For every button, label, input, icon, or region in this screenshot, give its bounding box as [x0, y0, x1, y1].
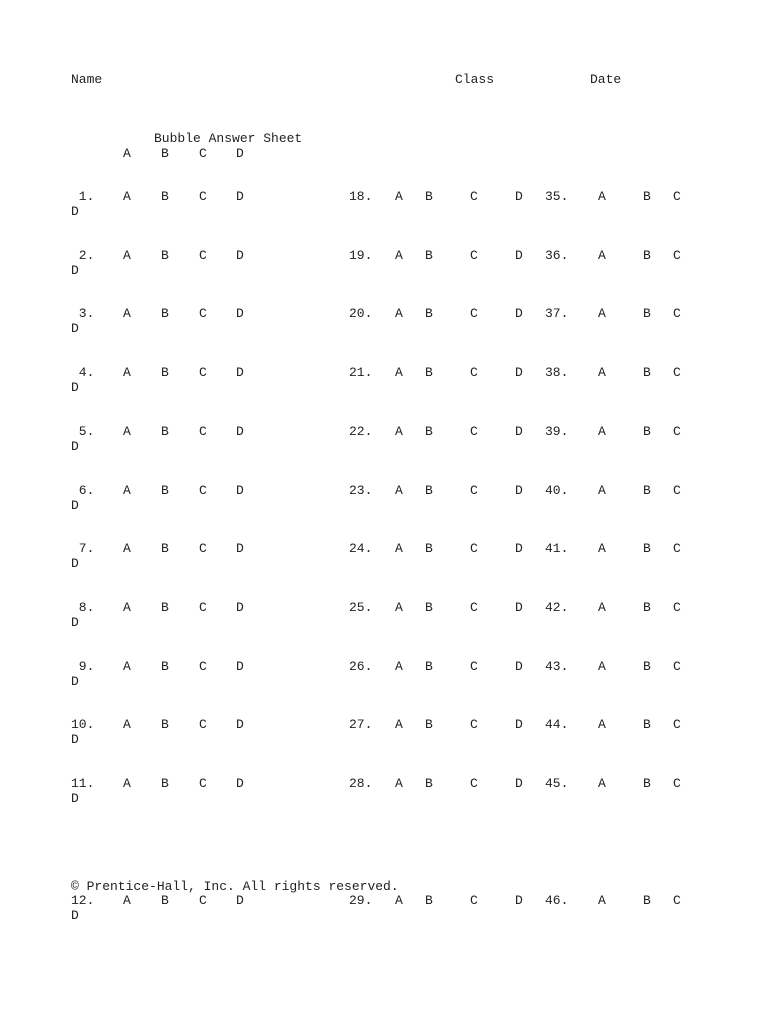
- answer-bubble-c[interactable]: C: [199, 483, 207, 498]
- answer-bubble-a[interactable]: A: [598, 365, 606, 380]
- answer-bubble-a[interactable]: A: [598, 541, 606, 556]
- answer-bubble-d[interactable]: D: [71, 263, 79, 278]
- answer-bubble-c[interactable]: C: [470, 893, 478, 908]
- answer-bubble-c[interactable]: C: [673, 717, 681, 732]
- question-number: 35.: [545, 189, 569, 204]
- answer-bubble-d[interactable]: D: [71, 791, 79, 806]
- question-number: 21.: [349, 365, 373, 380]
- copyright-notice: © Prentice-Hall, Inc. All rights reserved.: [71, 879, 399, 894]
- answer-bubble-b[interactable]: B: [161, 365, 169, 380]
- question-number: 6.: [71, 483, 95, 498]
- answer-bubble-c[interactable]: C: [673, 893, 681, 908]
- answer-bubble-d[interactable]: D: [515, 717, 523, 732]
- answer-bubble-c[interactable]: C: [470, 717, 478, 732]
- column-letter-b: B: [161, 146, 169, 161]
- column-letter-d: D: [236, 146, 244, 161]
- answer-bubble-b[interactable]: B: [643, 483, 651, 498]
- answer-bubble-d[interactable]: D: [236, 189, 244, 204]
- answer-bubble-b[interactable]: B: [425, 600, 433, 615]
- answer-bubble-d[interactable]: D: [71, 732, 79, 747]
- answer-bubble-c[interactable]: C: [673, 776, 681, 791]
- question-number: 42.: [545, 600, 569, 615]
- answer-bubble-c[interactable]: C: [470, 306, 478, 321]
- question-number: 36.: [545, 248, 569, 263]
- answer-bubble-b[interactable]: B: [161, 189, 169, 204]
- answer-bubble-c[interactable]: C: [673, 248, 681, 263]
- answer-bubble-d[interactable]: D: [236, 600, 244, 615]
- answer-bubble-c[interactable]: C: [673, 541, 681, 556]
- answer-bubble-a[interactable]: A: [598, 893, 606, 908]
- answer-bubble-d[interactable]: D: [515, 893, 523, 908]
- class-label: Class: [455, 72, 495, 87]
- question-number: 40.: [545, 483, 569, 498]
- answer-bubble-a[interactable]: A: [395, 424, 403, 439]
- question-number: 8.: [71, 600, 95, 615]
- answer-bubble-c[interactable]: C: [199, 189, 207, 204]
- answer-bubble-b[interactable]: B: [161, 306, 169, 321]
- answer-bubble-c[interactable]: C: [470, 424, 478, 439]
- question-number: 43.: [545, 659, 569, 674]
- answer-bubble-d[interactable]: D: [515, 248, 523, 263]
- answer-bubble-b[interactable]: B: [643, 248, 651, 263]
- answer-bubble-c[interactable]: C: [673, 424, 681, 439]
- answer-bubble-c[interactable]: C: [199, 600, 207, 615]
- question-number: 24.: [349, 541, 373, 556]
- answer-bubble-b[interactable]: B: [425, 483, 433, 498]
- answer-bubble-a[interactable]: A: [123, 483, 131, 498]
- answer-bubble-d[interactable]: D: [236, 893, 244, 908]
- answer-bubble-c[interactable]: C: [199, 306, 207, 321]
- answer-bubble-b[interactable]: B: [643, 541, 651, 556]
- question-number: 25.: [349, 600, 373, 615]
- answer-bubble-a[interactable]: A: [123, 365, 131, 380]
- answer-bubble-c[interactable]: C: [673, 483, 681, 498]
- answer-bubble-a[interactable]: A: [123, 306, 131, 321]
- answer-bubble-d[interactable]: D: [71, 204, 79, 219]
- answer-bubble-c[interactable]: C: [673, 306, 681, 321]
- answer-bubble-b[interactable]: B: [643, 189, 651, 204]
- question-number: 37.: [545, 306, 569, 321]
- answer-bubble-d[interactable]: D: [236, 424, 244, 439]
- answer-bubble-a[interactable]: A: [123, 189, 131, 204]
- answer-bubble-a[interactable]: A: [395, 600, 403, 615]
- answer-bubble-d[interactable]: D: [515, 189, 523, 204]
- answer-bubble-a[interactable]: A: [123, 541, 131, 556]
- answer-bubble-b[interactable]: B: [161, 717, 169, 732]
- answer-bubble-c[interactable]: C: [673, 189, 681, 204]
- answer-bubble-a[interactable]: A: [598, 483, 606, 498]
- answer-bubble-a[interactable]: A: [598, 424, 606, 439]
- question-number: 26.: [349, 659, 373, 674]
- answer-bubble-a[interactable]: A: [395, 659, 403, 674]
- answer-bubble-d[interactable]: D: [71, 615, 79, 630]
- answer-bubble-b[interactable]: B: [643, 600, 651, 615]
- answer-bubble-b[interactable]: B: [643, 893, 651, 908]
- question-number: 1.: [71, 189, 95, 204]
- answer-bubble-a[interactable]: A: [598, 189, 606, 204]
- answer-bubble-b[interactable]: B: [425, 541, 433, 556]
- answer-bubble-a[interactable]: A: [395, 189, 403, 204]
- answer-bubble-a[interactable]: A: [598, 776, 606, 791]
- answer-bubble-b[interactable]: B: [643, 659, 651, 674]
- answer-bubble-d[interactable]: D: [236, 248, 244, 263]
- answer-bubble-b[interactable]: B: [643, 424, 651, 439]
- answer-bubble-d[interactable]: D: [71, 380, 79, 395]
- answer-bubble-b[interactable]: B: [161, 541, 169, 556]
- answer-bubble-d[interactable]: D: [515, 541, 523, 556]
- answer-bubble-a[interactable]: A: [395, 306, 403, 321]
- answer-bubble-b[interactable]: B: [643, 306, 651, 321]
- column-letter-a: A: [123, 146, 131, 161]
- question-number: 4.: [71, 365, 95, 380]
- answer-bubble-d[interactable]: D: [71, 439, 79, 454]
- answer-bubble-d[interactable]: D: [71, 321, 79, 336]
- answer-bubble-b[interactable]: B: [643, 365, 651, 380]
- answer-bubble-b[interactable]: B: [161, 483, 169, 498]
- answer-bubble-d[interactable]: D: [515, 776, 523, 791]
- answer-bubble-a[interactable]: A: [598, 600, 606, 615]
- question-number: 44.: [545, 717, 569, 732]
- answer-bubble-c[interactable]: C: [470, 365, 478, 380]
- answer-bubble-a[interactable]: A: [123, 893, 131, 908]
- answer-bubble-c[interactable]: C: [199, 893, 207, 908]
- question-number: 39.: [545, 424, 569, 439]
- question-number: 23.: [349, 483, 373, 498]
- question-number: 2.: [71, 248, 95, 263]
- answer-bubble-a[interactable]: A: [598, 659, 606, 674]
- answer-bubble-b[interactable]: B: [425, 248, 433, 263]
- answer-bubble-d[interactable]: D: [71, 908, 79, 923]
- answer-bubble-d[interactable]: D: [71, 498, 79, 513]
- answer-bubble-b[interactable]: B: [425, 717, 433, 732]
- answer-bubble-a[interactable]: A: [395, 893, 403, 908]
- answer-bubble-d[interactable]: D: [515, 424, 523, 439]
- name-label: Name: [71, 72, 103, 87]
- answer-bubble-d[interactable]: D: [515, 600, 523, 615]
- question-number: 3.: [71, 306, 95, 321]
- question-number: 9.: [71, 659, 95, 674]
- answer-bubble-d[interactable]: D: [515, 365, 523, 380]
- answer-bubble-d[interactable]: D: [515, 659, 523, 674]
- answer-bubble-c[interactable]: C: [470, 189, 478, 204]
- answer-bubble-b[interactable]: B: [161, 424, 169, 439]
- column-letter-c: C: [199, 146, 207, 161]
- answer-bubble-b[interactable]: B: [425, 365, 433, 380]
- answer-bubble-b[interactable]: B: [161, 893, 169, 908]
- question-number: 27.: [349, 717, 373, 732]
- answer-bubble-d[interactable]: D: [236, 306, 244, 321]
- answer-bubble-c[interactable]: C: [199, 541, 207, 556]
- answer-bubble-b[interactable]: B: [425, 306, 433, 321]
- answer-bubble-b[interactable]: B: [161, 600, 169, 615]
- question-number: 28.: [349, 776, 373, 791]
- answer-bubble-c[interactable]: C: [199, 717, 207, 732]
- answer-bubble-a[interactable]: A: [123, 659, 131, 674]
- answer-bubble-c[interactable]: C: [470, 659, 478, 674]
- answer-bubble-b[interactable]: B: [425, 776, 433, 791]
- answer-bubble-a[interactable]: A: [395, 776, 403, 791]
- question-number: 10.: [71, 717, 95, 732]
- answer-bubble-d[interactable]: D: [236, 659, 244, 674]
- answer-bubble-b[interactable]: B: [425, 424, 433, 439]
- answer-bubble-c[interactable]: C: [199, 365, 207, 380]
- answer-bubble-a[interactable]: A: [123, 248, 131, 263]
- answer-bubble-b[interactable]: B: [161, 776, 169, 791]
- answer-bubble-c[interactable]: C: [673, 659, 681, 674]
- answer-bubble-d[interactable]: D: [71, 674, 79, 689]
- answer-bubble-d[interactable]: D: [236, 776, 244, 791]
- question-number: 12.: [71, 893, 95, 908]
- answer-bubble-c[interactable]: C: [470, 776, 478, 791]
- answer-bubble-a[interactable]: A: [598, 248, 606, 263]
- answer-bubble-a[interactable]: A: [123, 776, 131, 791]
- question-number: 19.: [349, 248, 373, 263]
- answer-bubble-c[interactable]: C: [673, 365, 681, 380]
- answer-bubble-d[interactable]: D: [515, 306, 523, 321]
- question-number: 46.: [545, 893, 569, 908]
- question-number: 29.: [349, 893, 373, 908]
- answer-bubble-b[interactable]: B: [425, 189, 433, 204]
- answer-bubble-a[interactable]: A: [395, 541, 403, 556]
- question-number: 41.: [545, 541, 569, 556]
- answer-bubble-d[interactable]: D: [236, 717, 244, 732]
- answer-bubble-c[interactable]: C: [199, 248, 207, 263]
- answer-bubble-a[interactable]: A: [123, 424, 131, 439]
- question-number: 20.: [349, 306, 373, 321]
- answer-bubble-c[interactable]: C: [470, 483, 478, 498]
- date-label: Date: [590, 72, 622, 87]
- answer-bubble-a[interactable]: A: [395, 483, 403, 498]
- answer-bubble-c[interactable]: C: [199, 424, 207, 439]
- answer-bubble-a[interactable]: A: [395, 717, 403, 732]
- answer-bubble-b[interactable]: B: [161, 659, 169, 674]
- question-number: 5.: [71, 424, 95, 439]
- answer-bubble-b[interactable]: B: [161, 248, 169, 263]
- sheet-title: Bubble Answer Sheet: [154, 131, 303, 146]
- answer-bubble-b[interactable]: B: [643, 776, 651, 791]
- answer-bubble-a[interactable]: A: [123, 600, 131, 615]
- answer-bubble-b[interactable]: B: [643, 717, 651, 732]
- answer-bubble-b[interactable]: B: [425, 893, 433, 908]
- question-number: 45.: [545, 776, 569, 791]
- answer-bubble-a[interactable]: A: [598, 306, 606, 321]
- question-number: 7.: [71, 541, 95, 556]
- answer-bubble-c[interactable]: C: [199, 659, 207, 674]
- question-number: 11.: [71, 776, 95, 791]
- answer-bubble-c[interactable]: C: [673, 600, 681, 615]
- answer-bubble-d[interactable]: D: [71, 556, 79, 571]
- answer-bubble-d[interactable]: D: [236, 365, 244, 380]
- question-number: 18.: [349, 189, 373, 204]
- answer-bubble-c[interactable]: C: [199, 776, 207, 791]
- answer-bubble-d[interactable]: D: [236, 541, 244, 556]
- answer-bubble-c[interactable]: C: [470, 248, 478, 263]
- question-number: 22.: [349, 424, 373, 439]
- answer-bubble-b[interactable]: B: [425, 659, 433, 674]
- answer-bubble-a[interactable]: A: [395, 365, 403, 380]
- answer-bubble-d[interactable]: D: [236, 483, 244, 498]
- answer-bubble-d[interactable]: D: [515, 483, 523, 498]
- answer-bubble-c[interactable]: C: [470, 600, 478, 615]
- answer-bubble-a[interactable]: A: [123, 717, 131, 732]
- question-number: 38.: [545, 365, 569, 380]
- answer-bubble-a[interactable]: A: [395, 248, 403, 263]
- answer-bubble-c[interactable]: C: [470, 541, 478, 556]
- answer-bubble-a[interactable]: A: [598, 717, 606, 732]
